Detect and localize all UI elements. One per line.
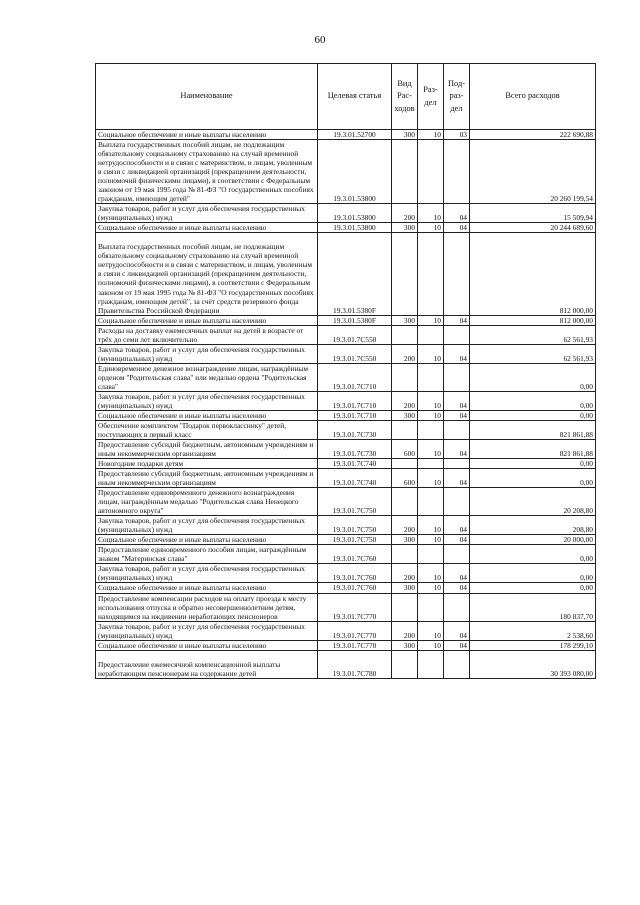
row-name: Закупка товаров, работ и услуг для обеспечения государственных (муниципальных) нужд xyxy=(96,564,318,583)
row-section xyxy=(418,488,444,516)
row-section: 10 xyxy=(418,344,444,363)
row-section xyxy=(418,325,444,344)
row-section xyxy=(418,459,444,469)
row-subsection: 04 xyxy=(444,223,470,233)
table-row xyxy=(96,640,596,650)
row-section: 10 xyxy=(418,130,444,140)
header-name: Наименование xyxy=(96,64,318,130)
row-code: 19.3.01.7С750 xyxy=(318,535,392,545)
row-name: Закупка товаров, работ и услуг для обеспечения государственных (муниципальных) нужд xyxy=(96,204,318,223)
row-amount: 812 000,00 xyxy=(470,315,596,325)
table-row xyxy=(96,223,596,233)
row-expense-type xyxy=(392,420,418,439)
row-code: 19.3.01.7С710 xyxy=(318,391,392,410)
table-row xyxy=(96,440,596,459)
row-subsection: 04 xyxy=(444,315,470,325)
row-subsection xyxy=(444,233,470,315)
row-section: 10 xyxy=(418,469,444,488)
header-expense-type: Вид Рас-ходов xyxy=(392,64,418,130)
row-name: Выплата государственных пособий лицам, не подлежащим обязательному социальному страхованию на случай временной нетрудоспособности и в связи с материнством, и лицам, уволенным в связи с ликвидацией организаций (прекращением деятельности, полномочий физическими лицами), в соответствии с Федеральным законом от 19 мая 1995 года № 81-ФЗ "О государственных пособиях гражданам, имеющим детей", за счёт средств резервного фонда Правительства Российской Федерации xyxy=(96,233,318,315)
row-expense-type: 300 xyxy=(392,583,418,593)
row-section: 10 xyxy=(418,204,444,223)
row-code: 19.3.01.53800 xyxy=(318,204,392,223)
row-code: 19.3.01.5380F xyxy=(318,233,392,315)
row-name: Предоставление единовременного денежного вознаграждения лицам, награждённым медалью "Родительская слава Ненецкого автономного округа" xyxy=(96,488,318,516)
row-section xyxy=(418,140,444,204)
row-code: 19.3.01.7С710 xyxy=(318,363,392,391)
page-number: 60 xyxy=(314,34,326,46)
row-amount: 821 861,88 xyxy=(470,420,596,439)
row-amount: 180 837,70 xyxy=(470,593,596,621)
row-name: Выплата государственных пособий лицам, не подлежащим обязательному социальному страхованию на случай временной нетрудоспособности и в связи с материнством, и лицам, уволенным в связи с ликвидацией организаций (прекращением деятельности, полномочий физическими лицами), в соответствии с Федеральным законом от 19 мая 1995 года № 81-ФЗ "О государственных пособиях гражданам, имеющим детей" xyxy=(96,140,318,204)
row-subsection: 04 xyxy=(444,344,470,363)
row-section xyxy=(418,593,444,621)
row-expense-type: 600 xyxy=(392,440,418,459)
expenditure-table xyxy=(95,63,596,679)
row-name: Закупка товаров, работ и услуг для обеспечения государственных (муниципальных) нужд xyxy=(96,344,318,363)
table-row xyxy=(96,140,596,204)
row-name: Обеспечение комплектом "Подарок первокласснику" детей, поступающих в первый класс xyxy=(96,420,318,439)
row-subsection: 04 xyxy=(444,621,470,640)
row-subsection: 03 xyxy=(444,130,470,140)
row-code: 19.3.01.7С740 xyxy=(318,469,392,488)
row-code: 19.3.01.7С710 xyxy=(318,410,392,420)
row-amount: 0,00 xyxy=(470,469,596,488)
table-row xyxy=(96,516,596,535)
table-row xyxy=(96,469,596,488)
row-code: 19.3.01.7С750 xyxy=(318,516,392,535)
row-amount: 0,00 xyxy=(470,410,596,420)
header-subsection: Под-раз-дел xyxy=(444,64,470,130)
row-subsection: 04 xyxy=(444,204,470,223)
row-subsection xyxy=(444,325,470,344)
row-name: Закупка товаров, работ и услуг для обеспечения государственных (муниципальных) нужд xyxy=(96,516,318,535)
row-expense-type: 300 xyxy=(392,223,418,233)
row-expense-type xyxy=(392,488,418,516)
row-subsection: 04 xyxy=(444,535,470,545)
row-amount: 208,80 xyxy=(470,516,596,535)
row-expense-type: 200 xyxy=(392,344,418,363)
row-subsection: 04 xyxy=(444,564,470,583)
row-code: 19.3.01.7С550 xyxy=(318,344,392,363)
row-code: 19.3.01.7С750 xyxy=(318,488,392,516)
row-expense-type xyxy=(392,650,418,678)
row-code: 19.3.01.7С550 xyxy=(318,325,392,344)
row-code: 19.3.01.53800 xyxy=(318,140,392,204)
table-row xyxy=(96,363,596,391)
row-expense-type xyxy=(392,325,418,344)
row-amount: 20 244 689,60 xyxy=(470,223,596,233)
row-section xyxy=(418,363,444,391)
row-expense-type: 600 xyxy=(392,469,418,488)
table-row xyxy=(96,650,596,678)
table-header-row xyxy=(96,64,596,130)
row-amount: 0,00 xyxy=(470,391,596,410)
row-subsection: 04 xyxy=(444,469,470,488)
row-subsection xyxy=(444,650,470,678)
row-expense-type: 300 xyxy=(392,315,418,325)
table-row xyxy=(96,315,596,325)
row-subsection xyxy=(444,420,470,439)
table-row xyxy=(96,593,596,621)
row-name: Социальное обеспечение и иные выплаты населению xyxy=(96,583,318,593)
row-code: 19.3.01.7С770 xyxy=(318,621,392,640)
row-amount: 178 299,10 xyxy=(470,640,596,650)
row-code: 19.3.01.7С770 xyxy=(318,640,392,650)
header-total: Всего расходов xyxy=(470,64,596,130)
row-section: 10 xyxy=(418,223,444,233)
row-code: 19.3.01.53800 xyxy=(318,223,392,233)
row-expense-type: 200 xyxy=(392,516,418,535)
row-amount: 20 000,00 xyxy=(470,535,596,545)
row-section xyxy=(418,545,444,564)
row-amount: 62 561,93 xyxy=(470,325,596,344)
row-section: 10 xyxy=(418,564,444,583)
row-name: Предоставление субсидий бюджетным, автономным учреждениям и иным некоммерческим организациям xyxy=(96,440,318,459)
row-subsection xyxy=(444,593,470,621)
table-row xyxy=(96,583,596,593)
row-section: 10 xyxy=(418,516,444,535)
row-amount: 0,00 xyxy=(470,459,596,469)
row-section: 10 xyxy=(418,410,444,420)
row-expense-type: 200 xyxy=(392,621,418,640)
row-amount: 20 260 199,54 xyxy=(470,140,596,204)
row-expense-type xyxy=(392,545,418,564)
row-expense-type: 200 xyxy=(392,391,418,410)
row-section: 10 xyxy=(418,640,444,650)
table-row xyxy=(96,545,596,564)
table-row xyxy=(96,130,596,140)
row-amount: 821 861,88 xyxy=(470,440,596,459)
row-subsection xyxy=(444,488,470,516)
row-section: 10 xyxy=(418,535,444,545)
row-amount: 222 690,88 xyxy=(470,130,596,140)
row-subsection xyxy=(444,140,470,204)
row-expense-type: 300 xyxy=(392,410,418,420)
row-expense-type: 200 xyxy=(392,204,418,223)
row-expense-type xyxy=(392,363,418,391)
row-amount: 20 208,80 xyxy=(470,488,596,516)
row-amount: 2 538,60 xyxy=(470,621,596,640)
row-code: 19.3.01.7С770 xyxy=(318,593,392,621)
header-section: Раз-дел xyxy=(418,64,444,130)
row-code: 19.3.01.7С730 xyxy=(318,420,392,439)
row-amount: 15 509,94 xyxy=(470,204,596,223)
table-row xyxy=(96,233,596,315)
row-name: Расходы на доставку ежемесячных выплат на детей в возрасте от трёх до семи лет включительно xyxy=(96,325,318,344)
row-name: Предоставление ежемесячной компенсационной выплаты неработающим пенсионерам на содержание детей xyxy=(96,650,318,678)
table-row xyxy=(96,391,596,410)
table-row xyxy=(96,621,596,640)
row-section xyxy=(418,650,444,678)
table-row xyxy=(96,564,596,583)
table-row xyxy=(96,535,596,545)
row-section: 10 xyxy=(418,621,444,640)
row-name: Социальное обеспечение и иные выплаты населению xyxy=(96,410,318,420)
row-code: 19.3.01.7С760 xyxy=(318,583,392,593)
row-name: Закупка товаров, работ и услуг для обеспечения государственных (муниципальных) нужд xyxy=(96,391,318,410)
row-amount: 0,00 xyxy=(470,545,596,564)
row-section: 10 xyxy=(418,583,444,593)
row-name: Новогодние подарки детям xyxy=(96,459,318,469)
table-row xyxy=(96,204,596,223)
row-name: Социальное обеспечение и иные выплаты населению xyxy=(96,640,318,650)
row-expense-type: 300 xyxy=(392,640,418,650)
row-code: 19.3.01.7С740 xyxy=(318,459,392,469)
table-row xyxy=(96,344,596,363)
row-name: Социальное обеспечение и иные выплаты населению xyxy=(96,223,318,233)
row-name: Предоставление компенсации расходов на оплату проезда к месту использования отпуска и обратно несовершеннолетним детям, находящимся на иждивении неработающих пенсионеров xyxy=(96,593,318,621)
header-target-article: Целевая статья xyxy=(318,64,392,130)
row-section: 10 xyxy=(418,440,444,459)
row-expense-type: 300 xyxy=(392,130,418,140)
row-amount: 0,00 xyxy=(470,583,596,593)
row-subsection: 04 xyxy=(444,640,470,650)
row-amount: 0,00 xyxy=(470,363,596,391)
row-expense-type: 300 xyxy=(392,535,418,545)
row-subsection xyxy=(444,545,470,564)
row-subsection: 04 xyxy=(444,410,470,420)
table-row xyxy=(96,325,596,344)
row-subsection: 04 xyxy=(444,583,470,593)
row-expense-type xyxy=(392,593,418,621)
row-subsection: 04 xyxy=(444,516,470,535)
row-subsection: 04 xyxy=(444,440,470,459)
row-name: Закупка товаров, работ и услуг для обеспечения государственных (муниципальных) нужд xyxy=(96,621,318,640)
row-subsection: 04 xyxy=(444,391,470,410)
row-name: Единовременное денежное вознаграждение лицам, награждённым орденом "Родительская слава" или медалью ордена "Родительская слава" xyxy=(96,363,318,391)
row-section: 10 xyxy=(418,315,444,325)
row-expense-type: 200 xyxy=(392,564,418,583)
table-row xyxy=(96,459,596,469)
row-amount: 30 393 080,00 xyxy=(470,650,596,678)
row-subsection xyxy=(444,363,470,391)
row-name: Предоставление единовременного пособия лицам, награждённым знаком "Материнская слава" xyxy=(96,545,318,564)
row-name: Предоставление субсидий бюджетным, автономным учреждениям и иным некоммерческим организациям xyxy=(96,469,318,488)
table-row xyxy=(96,488,596,516)
row-amount: 812 000,00 xyxy=(470,233,596,315)
row-code: 19.3.01.7С760 xyxy=(318,564,392,583)
row-amount: 0,00 xyxy=(470,564,596,583)
row-section: 10 xyxy=(418,391,444,410)
row-section xyxy=(418,233,444,315)
row-expense-type xyxy=(392,233,418,315)
row-code: 19.3.01.7С730 xyxy=(318,440,392,459)
row-name: Социальное обеспечение и иные выплаты населению xyxy=(96,315,318,325)
row-expense-type xyxy=(392,459,418,469)
row-expense-type xyxy=(392,140,418,204)
row-section xyxy=(418,420,444,439)
row-code: 19.3.01.52700 xyxy=(318,130,392,140)
row-code: 19.3.01.5380F xyxy=(318,315,392,325)
row-subsection xyxy=(444,459,470,469)
table-row xyxy=(96,410,596,420)
row-code: 19.3.01.7С780 xyxy=(318,650,392,678)
row-code: 19.3.01.7С760 xyxy=(318,545,392,564)
row-amount: 62 561,93 xyxy=(470,344,596,363)
table-row xyxy=(96,420,596,439)
row-name: Социальное обеспечение и иные выплаты населению xyxy=(96,130,318,140)
row-name: Социальное обеспечение и иные выплаты населению xyxy=(96,535,318,545)
